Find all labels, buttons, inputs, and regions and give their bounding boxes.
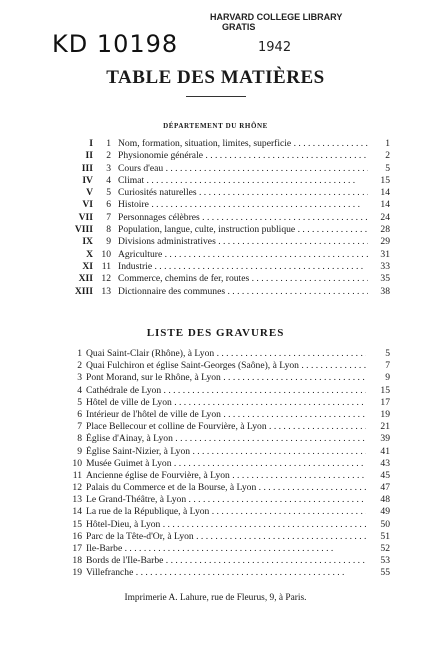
toc-chapter-number: 4: [106, 174, 111, 186]
toc-row: [70, 187, 390, 199]
engraving-title: Cathédrale de Lyon . . .: [86, 385, 366, 397]
toc-chapter-title: Climat . . .: [118, 175, 368, 187]
engraving-page-number: 47: [370, 482, 390, 494]
engraving-page-number: 48: [370, 494, 390, 506]
toc-page-number: 33: [370, 261, 390, 273]
toc-page-number: 5: [370, 163, 390, 175]
section-heading: DÉPARTEMENT DU RHÔNE: [163, 122, 268, 130]
engraving-number: 16: [72, 530, 82, 542]
engraving-title: Intérieur de l'hôtel de ville de Lyon . . .: [86, 409, 366, 421]
toc-row: [70, 212, 390, 224]
toc-row: [70, 286, 390, 298]
engraving-title: Hôtel de ville de Lyon . . .: [86, 397, 366, 409]
toc-roman-numeral: VII: [78, 211, 93, 223]
engraving-number: 18: [72, 555, 82, 567]
engraving-row: [70, 446, 390, 458]
engraving-title: Hôtel-Dieu, à Lyon . . .: [86, 519, 366, 531]
toc-roman-numeral: VIII: [74, 224, 93, 236]
toc-chapter-number: 12: [101, 273, 111, 285]
toc-page-number: 29: [370, 236, 390, 248]
engraving-number: 2: [77, 360, 82, 372]
toc-page-number: 35: [370, 273, 390, 285]
toc-chapter-title: Agriculture . . .: [118, 249, 368, 261]
engraving-number: 8: [77, 433, 82, 445]
toc-chapter-number: 11: [101, 260, 111, 272]
engraving-number: 1: [77, 348, 82, 359]
engraving-title: Place Bellecour et colline de Fourvière, à Lyon . . .: [86, 421, 366, 433]
engraving-page-number: 9: [370, 372, 390, 384]
engraving-number: 3: [77, 372, 82, 384]
list-of-engravings: [70, 348, 390, 580]
engraving-page-number: 53: [370, 555, 390, 567]
engraving-row: [70, 458, 390, 470]
engraving-row: [70, 433, 390, 445]
engraving-title: Ile-Barbe . . .: [86, 543, 366, 555]
toc-page-number: 1: [370, 138, 390, 150]
toc-roman-numeral: XIII: [74, 285, 93, 297]
engraving-number: 15: [72, 518, 82, 530]
toc-page-number: 15: [370, 175, 390, 187]
page-title: TABLE DES MATIÈRES: [106, 67, 325, 88]
toc-page-number: 24: [370, 212, 390, 224]
toc-chapter-number: 5: [106, 187, 111, 199]
toc-chapter-number: 10: [101, 248, 111, 260]
engraving-page-number: 15: [370, 385, 390, 397]
toc-page-number: 14: [370, 187, 390, 199]
toc-row: [70, 163, 390, 175]
engraving-page-number: 52: [370, 543, 390, 555]
toc-chapter-number: 1: [106, 138, 111, 149]
toc-chapter-number: 3: [106, 162, 111, 174]
engraving-row: [70, 567, 390, 579]
engraving-title: Villefranche . . .: [86, 567, 366, 579]
engraving-row: [70, 494, 390, 506]
toc-chapter-title: Physionomie générale . . .: [118, 150, 368, 162]
engraving-row: [70, 543, 390, 555]
toc-roman-numeral: IX: [82, 236, 93, 248]
toc-page-number: 14: [370, 199, 390, 211]
engraving-page-number: 17: [370, 397, 390, 409]
toc-page-number: 31: [370, 249, 390, 261]
engraving-title: Quai Fulchiron et église Saint-Georges (Saône), à Lyon . . .: [86, 360, 366, 372]
engraving-title: La rue de la République, à Lyon . . .: [86, 506, 366, 518]
toc-chapter-title: Curiosités naturelles . . .: [118, 187, 368, 199]
toc-row: [70, 249, 390, 261]
engraving-number: 11: [72, 469, 82, 481]
engraving-number: 13: [72, 494, 82, 506]
toc-row: [70, 175, 390, 187]
engraving-title: Bords de l'Ile-Barbe . . .: [86, 555, 366, 567]
toc-page-number: 38: [370, 286, 390, 298]
engraving-title: Musée Guimet à Lyon . . .: [86, 458, 366, 470]
engraving-number: 5: [77, 396, 82, 408]
engraving-number: 7: [77, 421, 82, 433]
engraving-row: [70, 470, 390, 482]
engraving-number: 9: [77, 445, 82, 457]
toc-chapter-title: Industrie . . .: [118, 261, 368, 273]
toc-roman-numeral: VI: [82, 199, 93, 211]
engraving-page-number: 21: [370, 421, 390, 433]
toc-chapter-number: 9: [106, 236, 111, 248]
engraving-title: Église Saint-Nizier, à Lyon . . .: [86, 446, 366, 458]
toc-roman-numeral: X: [86, 248, 93, 260]
table-of-contents: [70, 138, 390, 298]
engraving-page-number: 45: [370, 470, 390, 482]
engraving-row: [70, 360, 390, 372]
list-heading: LISTE DES GRAVURES: [146, 327, 285, 339]
engraving-page-number: 43: [370, 458, 390, 470]
engraving-page-number: 19: [370, 409, 390, 421]
toc-page-number: 28: [370, 224, 390, 236]
title-rule: [186, 96, 246, 97]
toc-chapter-title: Histoire . . .: [118, 199, 368, 211]
toc-roman-numeral: V: [86, 187, 93, 199]
engraving-title: Quai Saint-Clair (Rhône), à Lyon . . .: [86, 348, 366, 360]
toc-roman-numeral: II: [85, 150, 93, 162]
toc-roman-numeral: XI: [82, 260, 93, 272]
engraving-row: [70, 519, 390, 531]
engraving-number: 14: [72, 506, 82, 518]
toc-roman-numeral: III: [81, 162, 93, 174]
engraving-title: Église d'Ainay, à Lyon . . .: [86, 433, 366, 445]
toc-chapter-title: Dictionnaire des communes . . .: [118, 286, 368, 298]
engraving-row: [70, 348, 390, 360]
engraving-row: [70, 555, 390, 567]
toc-chapter-title: Personnages célèbres . . .: [118, 212, 368, 224]
toc-chapter-title: Nom, formation, situation, limites, superficie . . .: [118, 138, 368, 150]
toc-chapter-number: 7: [106, 211, 111, 223]
toc-row: [70, 199, 390, 211]
toc-roman-numeral: XII: [78, 273, 93, 285]
toc-row: [70, 236, 390, 248]
engraving-title: Palais du Commerce et de la Bourse, à Lyon . . .: [86, 482, 366, 494]
engraving-row: [70, 506, 390, 518]
stamp-year: 1942: [258, 40, 292, 55]
toc-chapter-title: Divisions administratives . . .: [118, 236, 368, 248]
engraving-row: [70, 397, 390, 409]
engraving-page-number: 41: [370, 446, 390, 458]
toc-chapter-number: 8: [106, 224, 111, 236]
toc-chapter-number: 6: [106, 199, 111, 211]
engraving-title: Ancienne église de Fourvière, à Lyon . . .: [86, 470, 366, 482]
engraving-row: [70, 372, 390, 384]
engraving-row: [70, 385, 390, 397]
engraving-page-number: 55: [370, 567, 390, 579]
printer-footer: Imprimerie A. Lahure, rue de Fleurus, 9, à Paris.: [124, 593, 307, 603]
handwritten-call-number: KD 10198: [52, 30, 179, 58]
engraving-row: [70, 421, 390, 433]
engraving-page-number: 7: [370, 360, 390, 372]
engraving-number: 17: [72, 543, 82, 554]
engraving-row: [70, 482, 390, 494]
engraving-number: 19: [72, 567, 82, 579]
engraving-page-number: 39: [370, 433, 390, 445]
engraving-number: 6: [77, 408, 82, 420]
stamp-gratis: GRATIS: [222, 22, 256, 32]
engraving-row: [70, 531, 390, 543]
engraving-title: Parc de la Tête-d'Or, à Lyon . . .: [86, 531, 366, 543]
toc-row: [70, 224, 390, 236]
toc-roman-numeral: IV: [82, 174, 93, 186]
engraving-number: 4: [77, 384, 82, 396]
engraving-number: 12: [72, 482, 82, 494]
toc-roman-numeral: I: [89, 138, 93, 149]
toc-chapter-title: Commerce, chemins de fer, routes . . .: [118, 273, 368, 285]
toc-row: [70, 273, 390, 285]
engraving-title: Pont Morand, sur le Rhône, à Lyon . . .: [86, 372, 366, 384]
toc-chapter-title: Population, langue, culte, instruction publique . . .: [118, 224, 368, 236]
engraving-number: 10: [72, 457, 82, 469]
stamp-library-name: HARVARD COLLEGE LIBRARY: [210, 12, 343, 22]
toc-chapter-title: Cours d'eau . . .: [118, 163, 368, 175]
engraving-page-number: 51: [370, 531, 390, 543]
engraving-page-number: 50: [370, 519, 390, 531]
toc-page-number: 2: [370, 150, 390, 162]
toc-chapter-number: 2: [106, 150, 111, 162]
toc-row: [70, 261, 390, 273]
toc-row: [70, 150, 390, 162]
engraving-page-number: 49: [370, 506, 390, 518]
toc-chapter-number: 13: [101, 285, 111, 297]
engraving-page-number: 5: [370, 348, 390, 360]
toc-row: [70, 138, 390, 150]
engraving-title: Le Grand-Théâtre, à Lyon . . .: [86, 494, 366, 506]
library-stamp: [210, 12, 342, 32]
engraving-row: [70, 409, 390, 421]
